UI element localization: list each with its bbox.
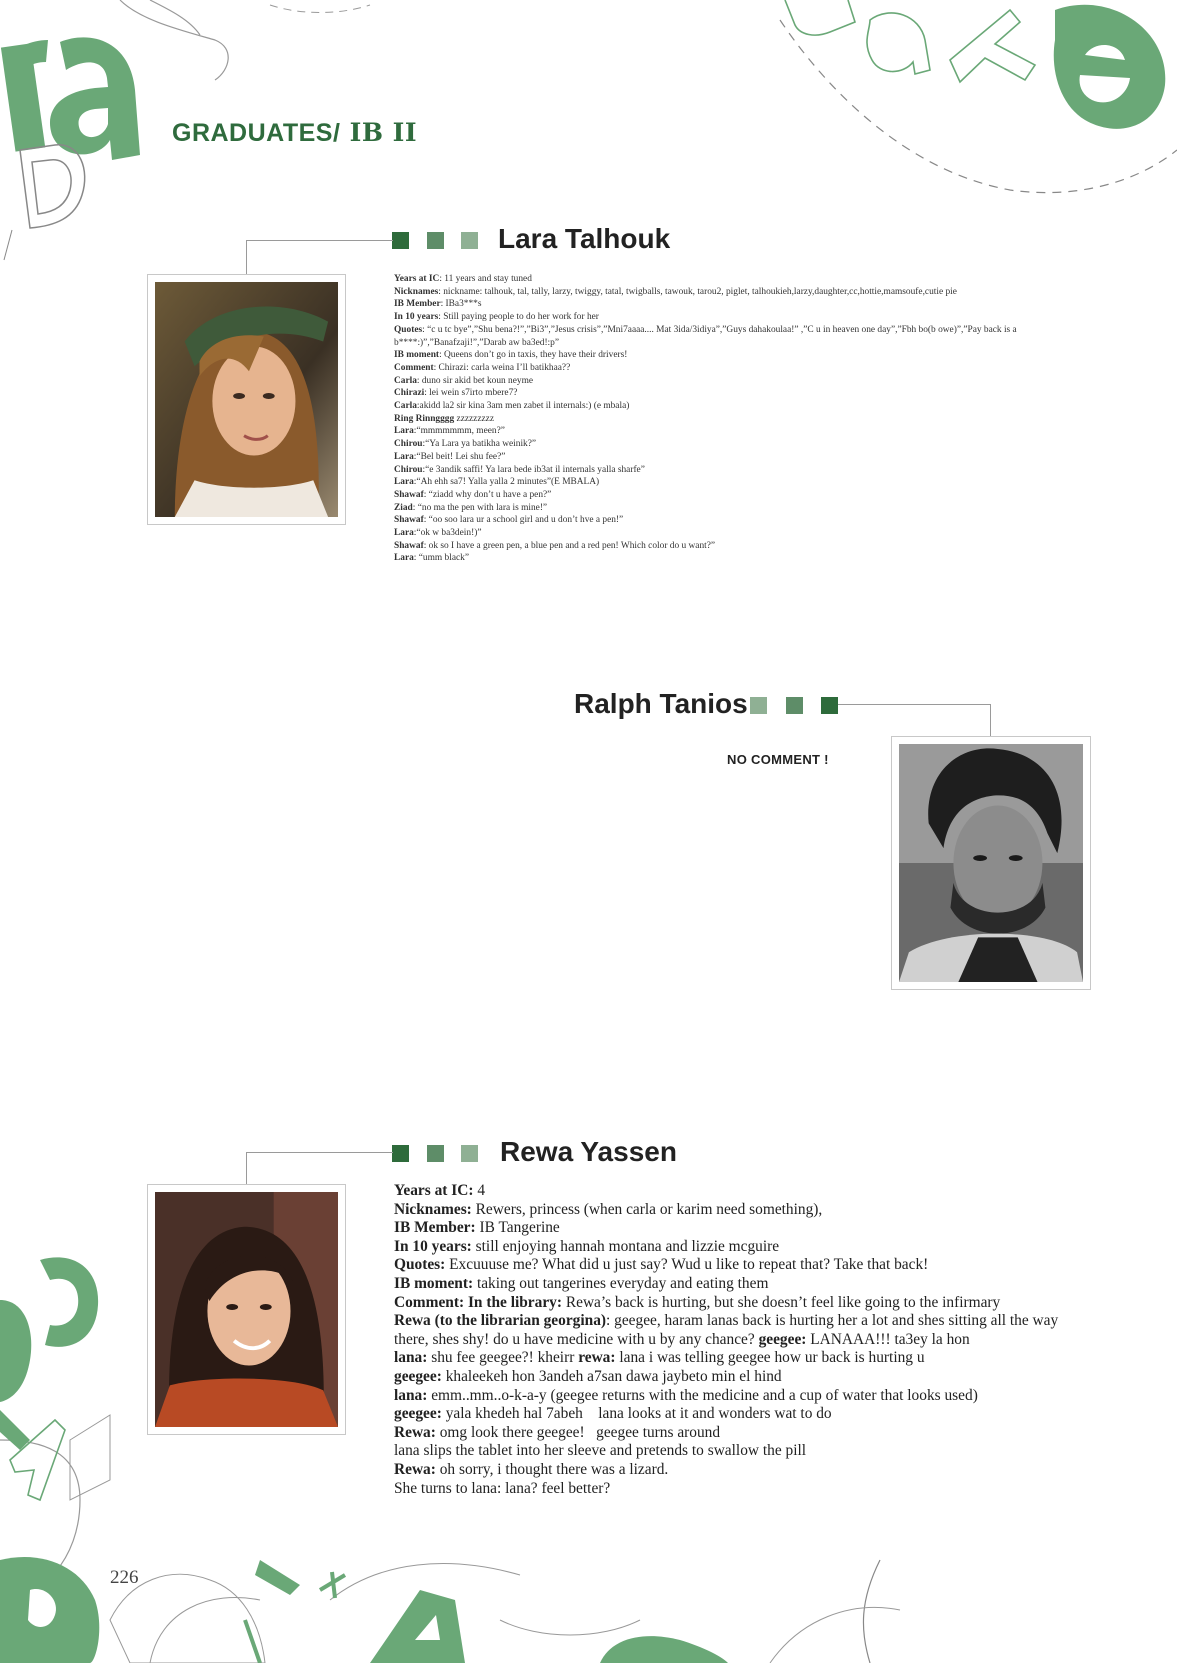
bio-line (394, 514, 1074, 527)
bio-label: Comment (394, 362, 434, 373)
bio-line (394, 1480, 1084, 1499)
bio-text: : “ziadd why don’t u have a pen?” (423, 489, 552, 500)
bio-text: omg look there geegee! geegee turns around (435, 1423, 721, 1441)
bio-text: :“Ah ehh sa7! Yalla yalla 2 minutes”(E MBALA) (413, 477, 600, 488)
bio-line (394, 1442, 1084, 1461)
bio-label: rewa: (578, 1349, 616, 1367)
bio-line (394, 1256, 1084, 1275)
bio-text: shu fee geegee?! kheirr (427, 1349, 579, 1367)
bio-text: emm..mm..o-k-a-y (geegee returns with the medicine and a cup of water that looks used) (427, 1386, 978, 1404)
graduate-name: Ralph Tanios (574, 688, 748, 719)
bio-line (394, 349, 1074, 362)
bio-label: Shawaf (394, 515, 424, 526)
bio-line (394, 324, 1074, 349)
bio-line (394, 400, 1074, 413)
bullet-square-light (750, 697, 767, 714)
bio-label: IB Member (394, 299, 441, 310)
section-title (172, 118, 417, 148)
bullet-square-dark (392, 1145, 409, 1162)
graduate-name: Rewa Yassen (500, 1136, 677, 1167)
bio-text: : “c u tc bye”,”Shu bena?!”,”Bi3”,”Jesus crisis”,”Mni7aaaa.... Mat 3ida/3idiya”,”Guys dahakoulaa!” ,”C u in heaven one day”,”Fbh bo(b owe)”,”Pay back is a b****:)”,”Banafzaji!”,”Darab aw ba3ed!:p” (394, 324, 1017, 348)
bio-label: Ring Rinngggg (394, 413, 455, 424)
bio-text: : “oo soo lara ur a school girl and u don’t hve a pen!” (423, 515, 624, 526)
bio-text: still enjoying hannah montana and lizzie mcguire (471, 1237, 780, 1255)
bio-text: taking out tangerines everyday and eating them (473, 1274, 769, 1292)
bio-text: 4 (473, 1182, 486, 1199)
bio-line (394, 1405, 1084, 1424)
bio-text: lana i was telling geegee how ur back is hurting u (615, 1349, 925, 1367)
bio-label: In 10 years (394, 312, 439, 323)
bio-line (394, 1461, 1084, 1480)
bio-label: In 10 years: (394, 1237, 472, 1255)
bio-line (394, 552, 1074, 565)
graduate-photo-frame (147, 274, 346, 525)
bio-line (394, 1294, 1084, 1313)
bio-label: lana: (394, 1386, 428, 1404)
connector-line (246, 1152, 393, 1185)
bio-text: khaleekeh hon 3andeh a7san dawa jaybeto min el hind (441, 1367, 782, 1385)
bio-text: : Queens don’t go in taxis, they have their drivers! (439, 350, 628, 361)
connector-line (246, 240, 393, 275)
bio-label: geegee: (758, 1330, 807, 1348)
bio-label: Carla (394, 375, 417, 386)
graduate-bio (394, 273, 1074, 565)
portrait-photo (155, 1192, 338, 1427)
bio-text: : Still paying people to do her work for her (438, 312, 599, 323)
bio-label: Lara (394, 528, 414, 539)
bio-label: Quotes (394, 324, 423, 335)
graduate-name: Lara Talhouk (498, 223, 671, 254)
bio-line (394, 476, 1074, 489)
bio-line (394, 1349, 1084, 1368)
bio-label: Rewa: (394, 1460, 436, 1478)
bio-line (394, 1368, 1084, 1387)
bio-line (394, 502, 1074, 515)
bio-line (394, 1275, 1084, 1294)
section-title-suffix: IB II (340, 118, 418, 147)
bio-line (394, 311, 1074, 324)
bio-line (394, 1387, 1084, 1406)
bio-label: geegee: (394, 1405, 442, 1423)
portrait-photo (155, 282, 338, 517)
bio-text: : “umm black” (413, 553, 469, 564)
bio-line (394, 540, 1074, 553)
bio-label: Shawaf (394, 489, 424, 500)
bio-line (394, 1312, 1084, 1349)
bio-text: zzzzzzzzz (454, 413, 494, 424)
bio-line (394, 489, 1074, 502)
bio-text: Excuuuse me? What did u just say? Wud u like to repeat that? Take that back! (445, 1256, 929, 1274)
bio-line (394, 375, 1074, 388)
bio-label: Chirou (394, 439, 423, 450)
bio-label: IB moment (394, 350, 440, 361)
bio-text: :“ok w ba3dein!)” (413, 528, 482, 539)
bio-label: Chirazi (394, 388, 425, 399)
bio-text: IB Tangerine (475, 1219, 560, 1237)
bio-text: yala khedeh hal 7abeh lana looks at it and wonders wat to do (441, 1405, 832, 1423)
bio-line (394, 362, 1074, 375)
bio-line (394, 286, 1074, 299)
bio-label: Rewa (to the librarian georgina) (394, 1312, 607, 1330)
bio-line (394, 1238, 1084, 1257)
bio-label: Carla (394, 401, 417, 412)
bio-label: Chirou (394, 464, 423, 475)
bio-text: :akidd la2 sir kina 3am men zabet il internals:) (e mbala) (416, 401, 630, 412)
bio-line (394, 273, 1074, 286)
bio-text: :“mmmmmmm, meen?” (413, 426, 505, 437)
bio-label: IB Member: (394, 1219, 476, 1237)
bio-label: Rewa: (394, 1423, 436, 1441)
graduate-bio (394, 1182, 1084, 1498)
bio-text: lana slips the tablet into her sleeve and pretends to swallow the pill (394, 1442, 807, 1460)
bio-label: Shawaf (394, 540, 424, 551)
connector-line (838, 704, 991, 737)
bio-text: Rewers, princess (when carla or karim need something), (471, 1200, 823, 1218)
bio-text: : Chirazi: carla weina I’ll batikhaa?? (433, 362, 571, 373)
page-number: 226 (110, 1567, 139, 1588)
bullet-square-light (461, 232, 478, 249)
bio-line (394, 464, 1074, 477)
bio-text: : IBa3***s (440, 299, 482, 310)
bullet-square-mid (786, 697, 803, 714)
bio-label: Comment: In the library: (394, 1293, 562, 1311)
bio-text: LANAAA!!! ta3ey la hon (806, 1330, 970, 1348)
bio-label: geegee: (394, 1367, 442, 1385)
bio-text: :“Bel beit! Lei shu fee?” (413, 451, 506, 462)
bio-text: :“Ya Lara ya batikha weinik?” (422, 439, 537, 450)
bio-label: IB moment: (394, 1274, 474, 1292)
bio-label: Years at IC: (394, 1182, 474, 1199)
bio-text: : duno sir akid bet koun neyme (416, 375, 534, 386)
bio-text: : 11 years and stay tuned (439, 274, 532, 284)
bio-line (394, 1424, 1084, 1443)
bio-label: Lara (394, 553, 414, 564)
bullet-square-light (461, 1145, 478, 1162)
bullet-square-mid (427, 1145, 444, 1162)
bio-line (394, 1182, 1084, 1201)
bio-line (394, 425, 1074, 438)
graduate-comment: NO COMMENT ! (727, 752, 829, 767)
graduate-photo-frame (147, 1184, 346, 1435)
bio-line (394, 527, 1074, 540)
bio-text: : ok so I have a green pen, a blue pen and a red pen! Which color do u want?” (423, 540, 716, 551)
bio-text: : nickname: talhouk, tal, tally, larzy, twiggy, tatal, twigballs, tawouk, tarou2, piglet, talhoukieh,larzy,daughter,cc,hottie,mamsoufe,cutie pie (438, 286, 957, 297)
bio-text: oh sorry, i thought there was a lizard. (435, 1460, 669, 1478)
bio-label: Lara (394, 477, 414, 488)
bio-line (394, 413, 1074, 426)
section-title-prefix: GRADUATES/ (172, 119, 341, 147)
bio-text: She turns to lana: lana? feel better? (394, 1479, 611, 1497)
bio-text: : lei wein s7irto mbere7? (424, 388, 518, 399)
bio-label: Years at IC (394, 274, 440, 284)
bullet-square-dark (821, 697, 838, 714)
bio-line (394, 438, 1074, 451)
graduate-photo-frame (891, 736, 1091, 990)
bio-line (394, 451, 1074, 464)
bio-text: : “no ma the pen with lara is mine!” (412, 502, 548, 513)
bio-text: :“e 3andik saffi! Ya lara bede ib3at il internals yalla sharfe” (422, 464, 645, 475)
bio-text: : geegee, haram lanas back is hurting her a lot and shes sitting all the way there, shes shy! do u have medicine with u by any chance? (394, 1312, 1059, 1348)
bio-label: Quotes: (394, 1256, 446, 1274)
portrait-photo-bw (899, 744, 1083, 982)
bio-line (394, 1201, 1084, 1220)
bio-label: Lara (394, 426, 414, 437)
bio-line (394, 1219, 1084, 1238)
bio-label: Lara (394, 451, 414, 462)
bio-label: lana: (394, 1349, 428, 1367)
bio-line (394, 387, 1074, 400)
bullet-square-dark (392, 232, 409, 249)
bullet-square-mid (427, 232, 444, 249)
bio-line (394, 298, 1074, 311)
bio-label: Nicknames (394, 286, 439, 297)
bio-label: Ziad (394, 502, 413, 513)
bio-text: Rewa’s back is hurting, but she doesn’t feel like going to the infirmary (562, 1293, 1001, 1311)
bio-label: Nicknames: (394, 1200, 472, 1218)
